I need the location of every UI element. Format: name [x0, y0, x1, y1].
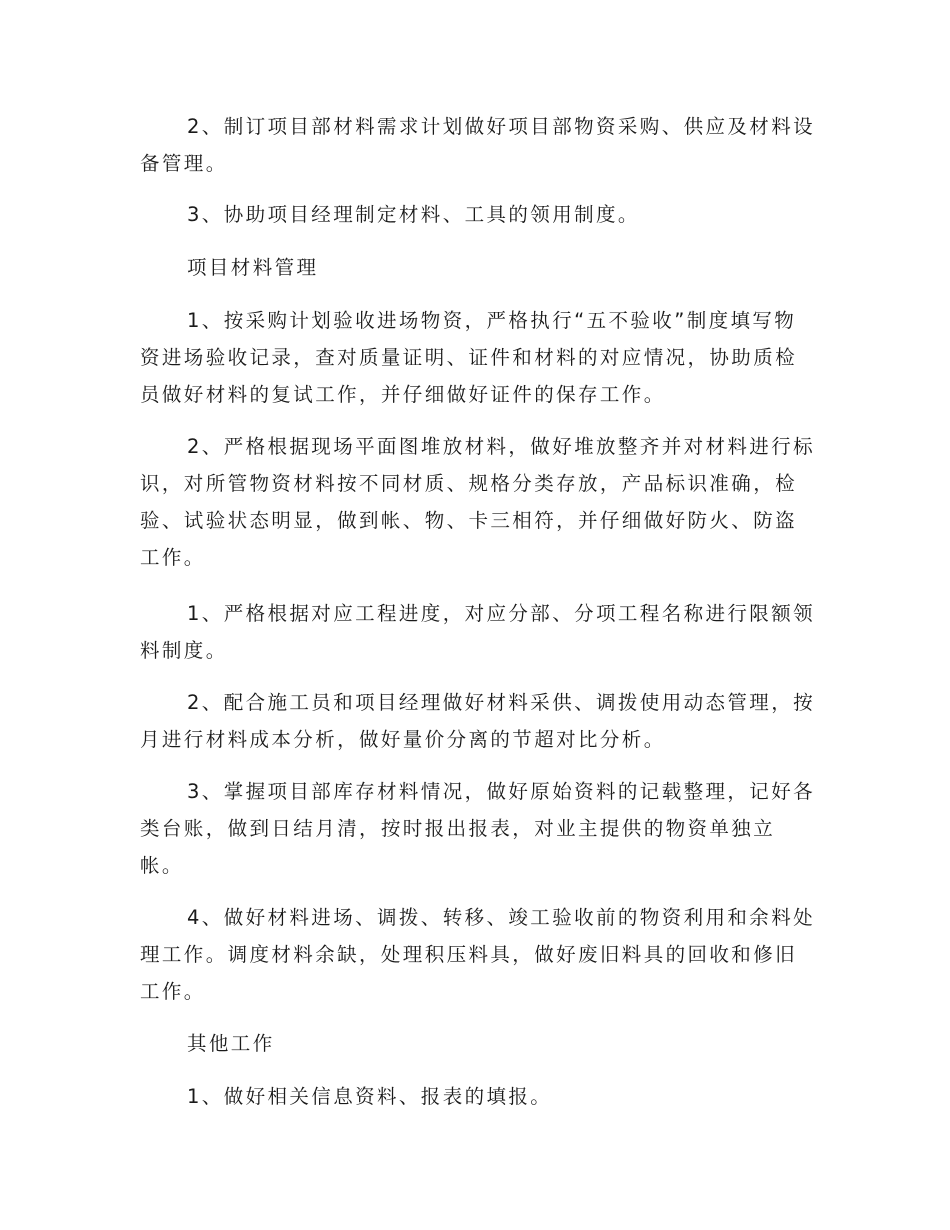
paragraph-line: 员做好材料的复试工作，并仔细做好证件的保存工作。	[140, 383, 666, 406]
paragraph-tool-usage-rules	[140, 196, 810, 233]
paragraph-line: 工作。	[140, 980, 206, 1003]
paragraph-line: 验、试验状态明显，做到帐、物、卡三相符，并仔细做好防火、防盗	[140, 509, 798, 532]
paragraph-line: 工作。	[140, 546, 206, 569]
paragraph-line: 月进行材料成本分析，做好量价分离的节超对比分析。	[140, 728, 666, 751]
paragraph-line: 帐。	[140, 854, 184, 877]
paragraph-reporting	[140, 1078, 810, 1115]
paragraph-line: 识，对所管物资材料按不同材质、规格分类存放，产品标识准确，检	[140, 472, 798, 495]
paragraph-line: 4、做好材料进场、调拨、转移、竣工验收前的物资利用和余料处	[187, 906, 816, 929]
paragraph-line: 料制度。	[140, 639, 228, 662]
paragraph-line: 1、做好相关信息资料、报表的填报。	[187, 1085, 553, 1108]
paragraph-line: 1、严格根据对应工程进度，对应分部、分项工程名称进行限额领	[187, 602, 816, 625]
paragraph-line: 2、严格根据现场平面图堆放材料，做好堆放整齐并对材料进行标	[187, 435, 816, 458]
paragraph-line: 2、配合施工员和项目经理做好材料采供、调拨使用动态管理，按	[187, 691, 816, 714]
section-heading-other-work: 其他工作	[187, 1032, 275, 1055]
paragraph-line: 3、协助项目经理制定材料、工具的领用制度。	[187, 203, 640, 226]
paragraph-line: 理工作。调度材料余缺，处理积压料具，做好废旧料具的回收和修旧	[140, 943, 798, 966]
paragraph-line: 资进场验收记录，查对质量证明、证件和材料的对应情况，协助质检	[140, 346, 798, 369]
section-heading-material-management: 项目材料管理	[187, 256, 319, 279]
paragraph-quota-requisition	[140, 595, 816, 669]
paragraph-line: 2、制订项目部材料需求计划做好项目部物资采购、供应及材料设	[187, 115, 816, 138]
paragraph-storage	[140, 428, 816, 576]
paragraph-surplus-handling	[140, 899, 816, 1010]
paragraph-line: 类台账，做到日结月清，按时报出报表，对业主提供的物资单独立	[140, 817, 776, 840]
paragraph-cost-analysis	[140, 684, 816, 758]
paragraph-material-plan	[140, 108, 816, 182]
paragraph-inventory-records	[140, 773, 816, 884]
paragraph-line: 备管理。	[140, 152, 228, 175]
paragraph-line: 1、按采购计划验收进场物资，严格执行“五不验收”制度填写物	[187, 309, 797, 332]
paragraph-line: 3、掌握项目部库存材料情况，做好原始资料的记载整理，记好各	[187, 780, 816, 803]
paragraph-acceptance	[140, 302, 810, 413]
